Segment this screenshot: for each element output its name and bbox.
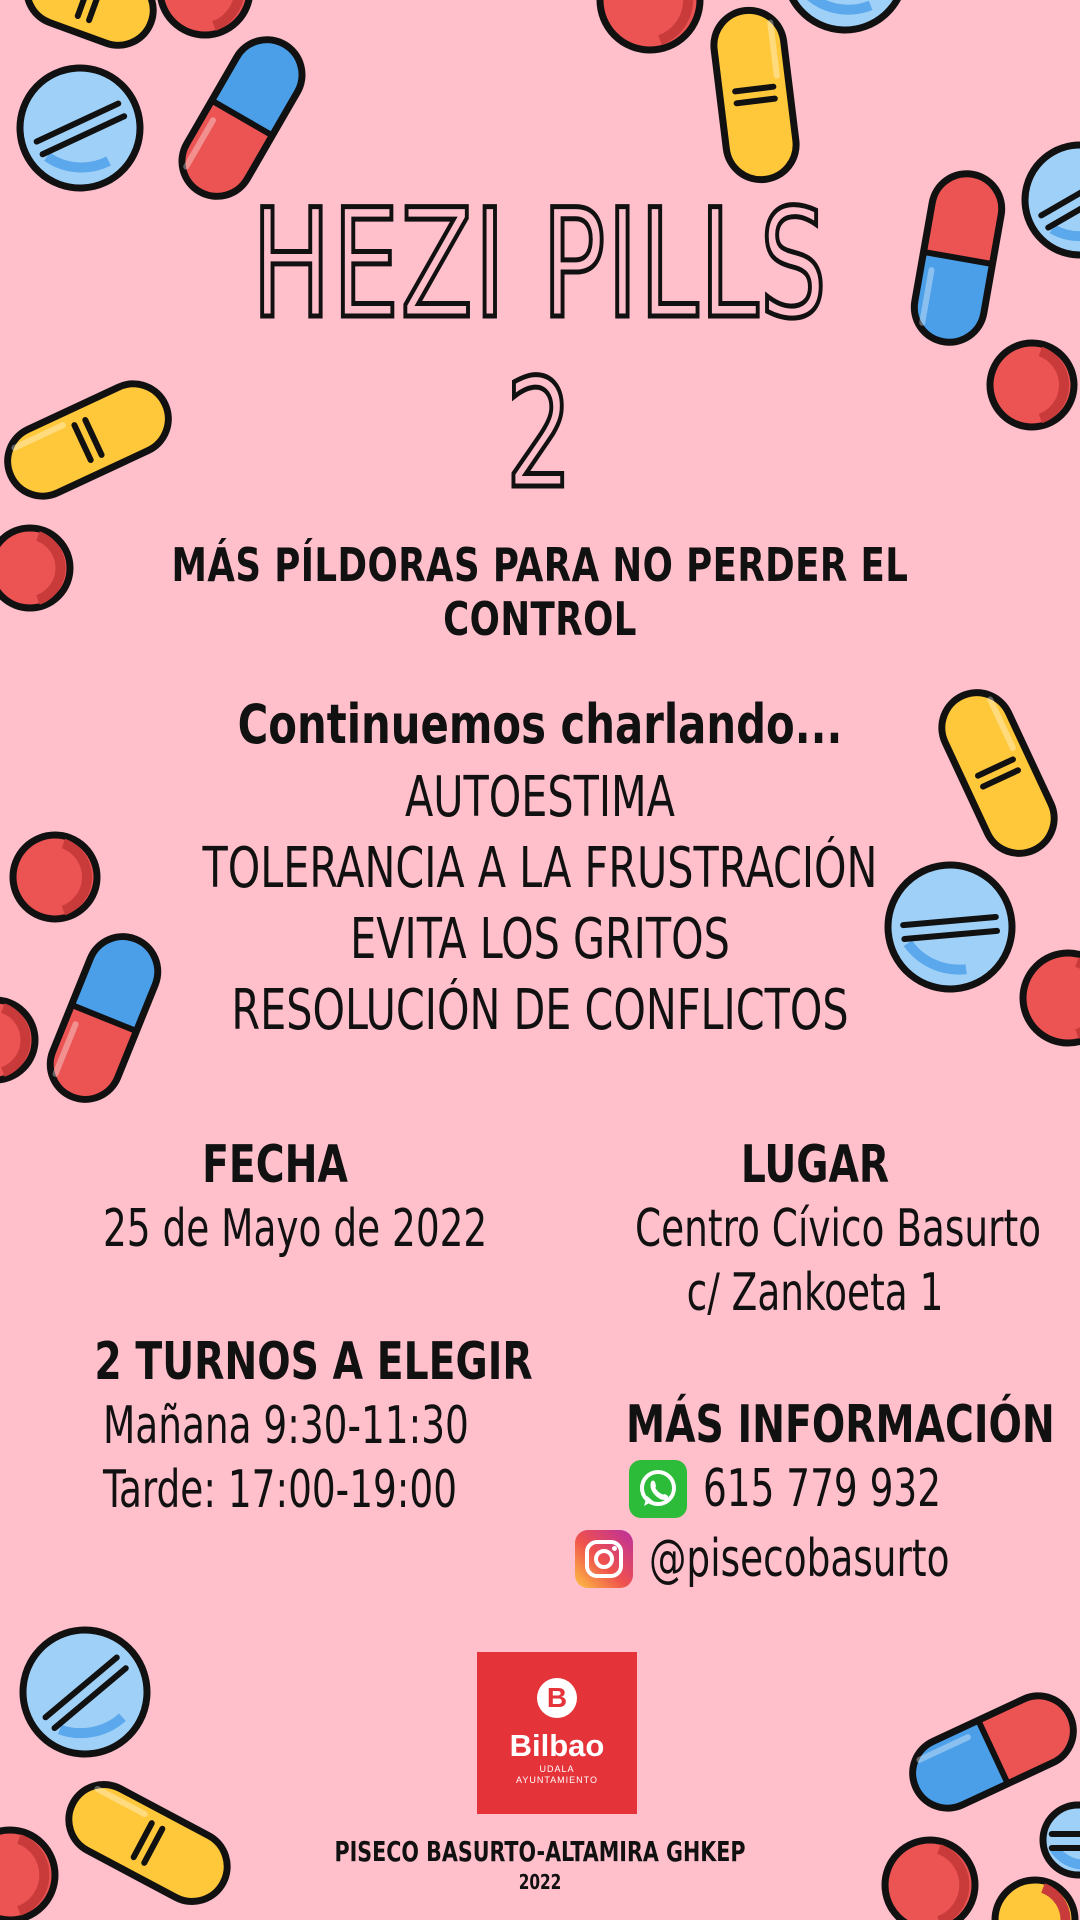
title-number: 2: [505, 348, 575, 522]
footer-year: 2022: [518, 1870, 562, 1894]
whatsapp-number: 615 779 932: [703, 1459, 942, 1519]
footer-organization: PISECO BASURTO-ALTAMIRA GHKEP: [334, 1835, 746, 1868]
shift-morning: Mañana 9:30-11:30: [103, 1396, 469, 1456]
bilbao-logo: [477, 1652, 637, 1814]
logo-letter: B: [537, 1678, 577, 1718]
date-label: FECHA: [202, 1135, 348, 1195]
subtitle: MÁS PÍLDORAS PARA NO PERDER EL CONTROL: [171, 538, 909, 646]
topics-heading: Continuemos charlando...: [237, 693, 843, 756]
place-label: LUGAR: [740, 1135, 890, 1195]
place-name: Centro Cívico Basurto: [635, 1199, 1042, 1259]
place-block: [590, 1135, 1040, 1325]
topic-item: TOLERANCIA A LA FRUSTRACIÓN: [202, 836, 878, 901]
shifts-block: [60, 1332, 533, 1522]
instagram-icon: [575, 1530, 633, 1588]
info-block: [590, 1395, 1055, 1589]
instagram-contact[interactable]: [560, 1529, 1040, 1589]
topic-item: RESOLUCIÓN DE CONFLICTOS: [231, 978, 849, 1043]
topics-list: [0, 762, 1080, 1046]
date-block: [60, 1135, 490, 1261]
whatsapp-contact[interactable]: [590, 1459, 1040, 1519]
page-title: HEZI PILLS: [251, 178, 829, 352]
info-label: MÁS INFORMACIÓN: [626, 1395, 1055, 1455]
logo-line2: AYUNTAMIENTO: [515, 1775, 598, 1785]
shift-afternoon: Tarde: 17:00-19:00: [103, 1460, 458, 1520]
date-value: 25 de Mayo de 2022: [103, 1199, 488, 1259]
logo-name: Bilbao: [509, 1728, 605, 1763]
logo-line1: UDALA: [539, 1764, 575, 1774]
place-address: c/ Zankoeta 1: [686, 1263, 944, 1323]
instagram-handle: @pisecobasurto: [649, 1529, 950, 1589]
topic-item: EVITA LOS GRITOS: [350, 907, 730, 972]
topic-item: AUTOESTIMA: [405, 765, 675, 830]
shifts-label: 2 TURNOS A ELEGIR: [94, 1332, 533, 1392]
whatsapp-icon: [629, 1460, 687, 1518]
